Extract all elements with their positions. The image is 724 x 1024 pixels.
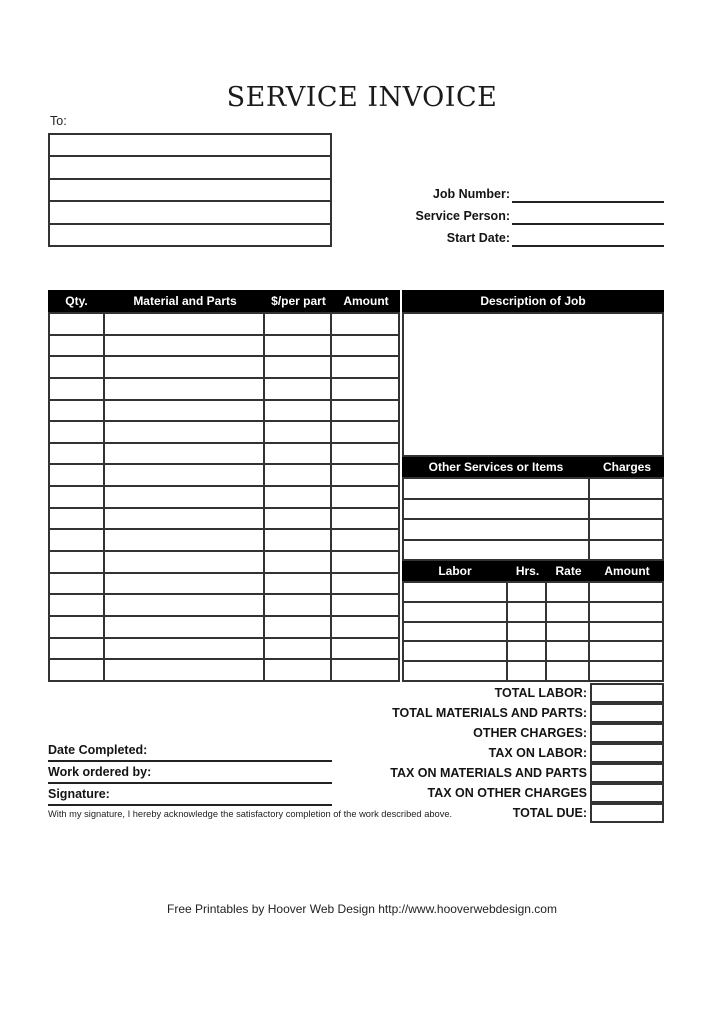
tax-on-materials-row	[280, 763, 664, 783]
qty-cell[interactable]	[50, 379, 105, 399]
qty-cell[interactable]	[50, 444, 105, 464]
hrs-cell[interactable]	[508, 603, 547, 621]
tax-on-labor-row	[280, 743, 664, 763]
qty-cell[interactable]	[50, 401, 105, 421]
labor-amount-cell[interactable]	[590, 662, 662, 680]
total-materials-field[interactable]	[590, 703, 664, 723]
materials-row	[50, 552, 398, 574]
tax-on-materials-label: TAX ON MATERIALS AND PARTS	[390, 766, 587, 780]
to-label: To:	[50, 114, 67, 128]
charges-cell[interactable]	[590, 479, 662, 498]
tax-on-labor-label: TAX ON LABOR:	[488, 746, 587, 760]
amount-cell[interactable]	[332, 357, 398, 377]
price-cell[interactable]	[265, 487, 332, 507]
material-cell[interactable]	[105, 314, 265, 334]
labor-cell[interactable]	[404, 642, 508, 660]
material-cell[interactable]	[105, 444, 265, 464]
price-cell[interactable]	[265, 401, 332, 421]
service-item-cell[interactable]	[404, 520, 590, 539]
labor-amount-cell[interactable]	[590, 623, 662, 641]
amount-header: Amount	[343, 294, 389, 308]
address-line-field[interactable]	[50, 157, 330, 179]
price-cell[interactable]	[265, 336, 332, 356]
materials-row	[50, 509, 398, 531]
price-cell[interactable]	[265, 379, 332, 399]
material-cell[interactable]	[105, 401, 265, 421]
rate-cell[interactable]	[547, 583, 590, 601]
qty-cell[interactable]	[50, 509, 105, 529]
start-date-row	[398, 225, 664, 247]
materials-row	[50, 660, 398, 680]
material-cell[interactable]	[105, 357, 265, 377]
material-cell[interactable]	[105, 595, 265, 615]
amount-cell[interactable]	[332, 552, 398, 572]
address-line-field[interactable]	[50, 225, 330, 245]
tax-on-labor-field[interactable]	[590, 743, 664, 763]
amount-cell[interactable]	[332, 595, 398, 615]
materials-row	[50, 336, 398, 358]
footer-credit: Free Printables by Hoover Web Design http://www.hooverwebdesign.com	[167, 902, 557, 916]
labor-row	[404, 583, 662, 603]
material-parts-header: Material and Parts	[133, 294, 237, 308]
price-per-part-header: $/per part	[271, 294, 326, 308]
materials-row	[50, 357, 398, 379]
page-title: SERVICE INVOICE	[226, 82, 498, 113]
material-cell[interactable]	[105, 509, 265, 529]
rate-cell[interactable]	[547, 662, 590, 680]
labor-cell[interactable]	[404, 583, 508, 601]
labor-label: Labor	[438, 564, 472, 578]
labor-row	[404, 642, 662, 662]
service-person-label: Service Person:	[415, 209, 510, 223]
amount-cell[interactable]	[332, 660, 398, 680]
price-cell[interactable]	[265, 595, 332, 615]
rate-cell[interactable]	[547, 642, 590, 660]
total-materials-label: TOTAL MATERIALS AND PARTS:	[392, 706, 587, 720]
price-cell[interactable]	[265, 552, 332, 572]
total-due-field[interactable]	[590, 803, 664, 823]
hrs-cell[interactable]	[508, 662, 547, 680]
materials-row	[50, 639, 398, 661]
material-cell[interactable]	[105, 465, 265, 485]
qty-cell[interactable]	[50, 336, 105, 356]
qty-cell[interactable]	[50, 422, 105, 442]
signature-note: With my signature, I hereby acknowledge the satisfactory completion of the work described above.	[48, 809, 453, 819]
price-cell[interactable]	[265, 444, 332, 464]
hrs-cell[interactable]	[508, 642, 547, 660]
material-cell[interactable]	[105, 617, 265, 637]
materials-row	[50, 422, 398, 444]
other-charges-label: OTHER CHARGES:	[473, 726, 587, 740]
tax-on-other-charges-label: TAX ON OTHER CHARGES	[427, 786, 587, 800]
material-cell[interactable]	[105, 422, 265, 442]
address-line-field[interactable]	[50, 202, 330, 224]
total-labor-label: TOTAL LABOR:	[494, 686, 587, 700]
materials-row	[50, 595, 398, 617]
materials-row	[50, 465, 398, 487]
total-labor-field[interactable]	[590, 683, 664, 703]
other-service-row	[404, 500, 662, 521]
hrs-cell[interactable]	[508, 623, 547, 641]
qty-cell[interactable]	[50, 314, 105, 334]
labor-table-body	[402, 581, 664, 682]
materials-row	[50, 574, 398, 596]
start-date-field[interactable]	[512, 225, 664, 247]
labor-amount-cell[interactable]	[590, 603, 662, 621]
description-of-job-header	[402, 290, 664, 312]
labor-cell[interactable]	[404, 603, 508, 621]
price-cell[interactable]	[265, 617, 332, 637]
date-completed-field[interactable]: Date Completed:	[48, 740, 332, 762]
price-cell[interactable]	[265, 574, 332, 594]
price-cell[interactable]	[265, 660, 332, 680]
tax-on-other-charges-field[interactable]	[590, 783, 664, 803]
material-cell[interactable]	[105, 639, 265, 659]
hrs-cell[interactable]	[508, 583, 547, 601]
other-charges-row	[280, 723, 664, 743]
materials-table-header	[48, 290, 400, 312]
material-cell[interactable]	[105, 552, 265, 572]
job-number-row	[398, 181, 664, 203]
price-cell[interactable]	[265, 639, 332, 659]
tax-on-other-charges-row	[280, 783, 664, 803]
qty-cell[interactable]	[50, 617, 105, 637]
material-cell[interactable]	[105, 336, 265, 356]
signature-field[interactable]: Signature:	[48, 784, 332, 806]
material-cell[interactable]	[105, 574, 265, 594]
address-line-field[interactable]	[50, 135, 330, 157]
materials-row	[50, 487, 398, 509]
labor-amount-cell[interactable]	[590, 642, 662, 660]
other-charges-field[interactable]	[590, 723, 664, 743]
other-services-table-body	[402, 477, 664, 561]
price-cell[interactable]	[265, 509, 332, 529]
materials-row	[50, 401, 398, 423]
amount-cell[interactable]	[332, 487, 398, 507]
qty-cell[interactable]	[50, 595, 105, 615]
other-service-row	[404, 541, 662, 560]
amount-cell[interactable]	[332, 639, 398, 659]
labor-cell[interactable]	[404, 662, 508, 680]
qty-cell[interactable]	[50, 639, 105, 659]
labor-table-header	[402, 561, 664, 581]
qty-cell[interactable]	[50, 465, 105, 485]
materials-table-body	[48, 312, 400, 682]
rate-cell[interactable]	[547, 623, 590, 641]
service-person-field[interactable]	[512, 203, 664, 225]
total-labor-row	[280, 683, 664, 703]
material-cell[interactable]	[105, 379, 265, 399]
start-date-label: Start Date:	[446, 231, 510, 245]
amount-cell[interactable]	[332, 336, 398, 356]
labor-amount-label: Amount	[604, 564, 650, 578]
total-materials-row	[280, 703, 664, 723]
material-cell[interactable]	[105, 660, 265, 680]
materials-row	[50, 314, 398, 336]
other-service-row	[404, 520, 662, 541]
amount-cell[interactable]	[332, 379, 398, 399]
labor-row	[404, 623, 662, 643]
tax-on-materials-field[interactable]	[590, 763, 664, 783]
price-cell[interactable]	[265, 530, 332, 550]
charges-cell[interactable]	[590, 500, 662, 519]
qty-cell[interactable]	[50, 552, 105, 572]
rate-label: Rate	[555, 564, 582, 578]
amount-cell[interactable]	[332, 422, 398, 442]
labor-row	[404, 662, 662, 680]
labor-row	[404, 603, 662, 623]
total-due-label: TOTAL DUE:	[512, 806, 587, 820]
qty-cell[interactable]	[50, 357, 105, 377]
service-item-cell[interactable]	[404, 479, 590, 498]
amount-cell[interactable]	[332, 530, 398, 550]
job-number-field[interactable]	[512, 181, 664, 203]
recipient-address-box	[48, 133, 332, 247]
amount-cell[interactable]	[332, 509, 398, 529]
other-services-label: Other Services or Items	[428, 460, 564, 474]
amount-cell[interactable]	[332, 617, 398, 637]
qty-header: Qty.	[65, 294, 88, 308]
qty-cell[interactable]	[50, 660, 105, 680]
service-item-cell[interactable]	[404, 500, 590, 519]
materials-row	[50, 617, 398, 639]
other-services-header	[402, 457, 664, 477]
other-service-row	[404, 479, 662, 500]
rate-cell[interactable]	[547, 603, 590, 621]
price-cell[interactable]	[265, 422, 332, 442]
amount-cell[interactable]	[332, 314, 398, 334]
job-info-fields	[398, 181, 664, 247]
labor-amount-cell[interactable]	[590, 583, 662, 601]
price-cell[interactable]	[265, 314, 332, 334]
qty-cell[interactable]	[50, 574, 105, 594]
labor-cell[interactable]	[404, 623, 508, 641]
materials-row	[50, 379, 398, 401]
work-ordered-by-field[interactable]: Work ordered by:	[48, 762, 332, 784]
service-person-row	[398, 203, 664, 225]
material-cell[interactable]	[105, 530, 265, 550]
description-of-job-field[interactable]	[402, 312, 664, 457]
qty-cell[interactable]	[50, 487, 105, 507]
hrs-label: Hrs.	[515, 564, 540, 578]
address-line-field[interactable]	[50, 180, 330, 202]
materials-row	[50, 530, 398, 552]
service-item-cell[interactable]	[404, 541, 590, 560]
price-cell[interactable]	[265, 357, 332, 377]
charges-cell[interactable]	[590, 520, 662, 539]
amount-cell[interactable]	[332, 444, 398, 464]
price-cell[interactable]	[265, 465, 332, 485]
materials-row	[50, 444, 398, 466]
qty-cell[interactable]	[50, 530, 105, 550]
totals-section	[280, 683, 664, 823]
amount-cell[interactable]	[332, 401, 398, 421]
charges-cell[interactable]	[590, 541, 662, 560]
signature-section	[48, 740, 453, 819]
material-cell[interactable]	[105, 487, 265, 507]
description-of-job-label: Description of Job	[480, 294, 586, 308]
job-number-label: Job Number:	[432, 187, 510, 201]
amount-cell[interactable]	[332, 465, 398, 485]
amount-cell[interactable]	[332, 574, 398, 594]
charges-label: Charges	[602, 460, 652, 474]
